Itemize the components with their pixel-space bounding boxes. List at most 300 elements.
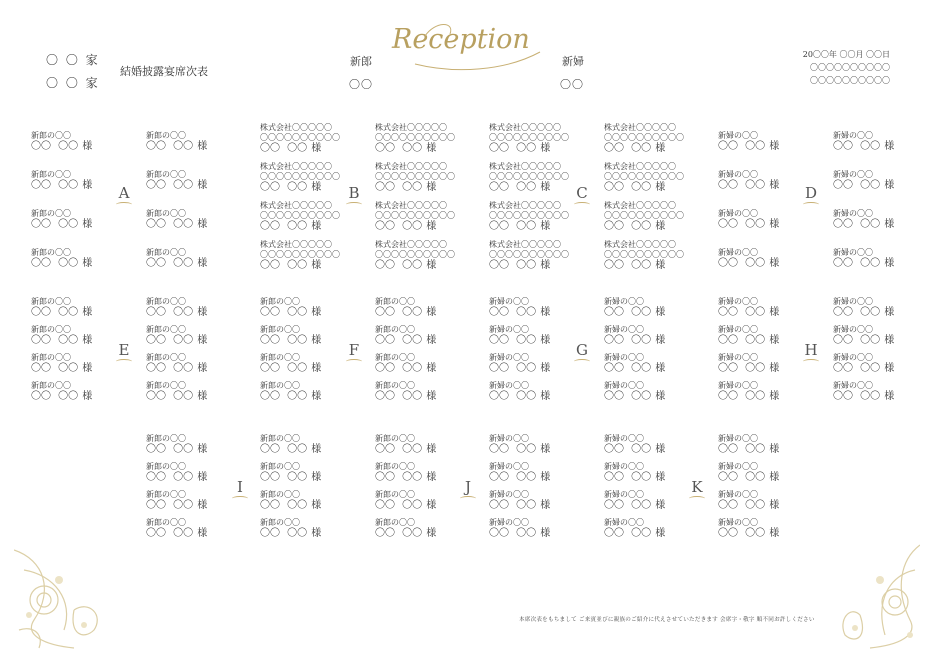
guest-honorific: 様 <box>540 391 551 402</box>
guest-honorific: 様 <box>311 363 322 374</box>
guest-title: 新郎の〇〇 <box>260 325 300 334</box>
guest-name-row <box>604 307 694 319</box>
guest-title: 新郎の〇〇 <box>375 353 415 362</box>
guest-title: 新郎の〇〇 <box>375 518 415 527</box>
guest-title: 新婦の〇〇 <box>718 518 758 527</box>
guest-title: 新郎の〇〇 <box>260 490 300 499</box>
guest-entry <box>146 297 236 319</box>
guest-honorific: 様 <box>197 472 208 483</box>
guest-name-row <box>260 528 350 540</box>
guest-entry <box>718 381 808 403</box>
guest-name: 〇〇 〇〇 <box>604 335 652 346</box>
guest-title: 新郎の〇〇 <box>146 131 186 140</box>
guest-title: 〇〇〇〇〇〇〇〇〇〇 <box>260 172 340 181</box>
guest-title: 新郎の〇〇 <box>146 490 186 499</box>
table-letter: H <box>804 341 818 359</box>
guest-name: 〇〇 〇〇 <box>489 260 537 271</box>
guest-name: 〇〇 〇〇 <box>833 180 881 191</box>
guest-name: 〇〇 〇〇 <box>260 528 308 539</box>
guest-entry <box>146 248 236 270</box>
guest-name: 〇〇 〇〇 <box>489 182 537 193</box>
guest-honorific: 様 <box>311 500 322 511</box>
guest-honorific: 様 <box>426 472 437 483</box>
guest-title: 株式会社〇〇〇〇〇 <box>604 123 676 132</box>
guest-honorific: 様 <box>769 500 780 511</box>
guest-honorific: 様 <box>82 141 93 152</box>
guest-title: 〇〇〇〇〇〇〇〇〇〇 <box>375 172 455 181</box>
guest-entry <box>489 353 579 375</box>
guest-entry <box>31 381 121 403</box>
guest-name-row <box>375 143 465 155</box>
guest-entry <box>31 209 121 231</box>
guest-entry <box>489 490 579 512</box>
swirl-ornament-icon <box>574 359 590 364</box>
guest-name-row <box>718 472 808 484</box>
guest-name: 〇〇 〇〇 <box>260 260 308 271</box>
guest-honorific: 様 <box>769 258 780 269</box>
guest-name: 〇〇 〇〇 <box>31 307 79 318</box>
lace-corner-left-icon <box>14 540 124 650</box>
guest-entry <box>604 162 694 194</box>
guest-entry <box>833 248 923 270</box>
guest-name-row <box>604 335 694 347</box>
guest-honorific: 様 <box>655 363 666 374</box>
guest-name-row <box>604 221 694 233</box>
groom-name: 〇〇 <box>349 78 373 91</box>
guest-name-row <box>375 391 465 403</box>
guest-honorific: 様 <box>426 444 437 455</box>
guest-honorific: 様 <box>540 260 551 271</box>
guest-name: 〇〇 〇〇 <box>375 335 423 346</box>
guest-name-row <box>260 260 350 272</box>
table-label <box>344 341 364 364</box>
guest-entry <box>604 240 694 272</box>
guest-name-row <box>718 528 808 540</box>
guest-title: 新郎の〇〇 <box>31 248 71 257</box>
guest-honorific: 様 <box>884 258 895 269</box>
guest-title: 新婦の〇〇 <box>718 490 758 499</box>
guest-name: 〇〇 〇〇 <box>375 307 423 318</box>
table-letter: J <box>464 478 471 496</box>
table-letter: D <box>804 184 818 202</box>
guest-entry <box>260 162 350 194</box>
guest-name-row <box>489 472 579 484</box>
guest-name: 〇〇 〇〇 <box>31 363 79 374</box>
guest-name-row <box>718 307 808 319</box>
guest-honorific: 様 <box>197 307 208 318</box>
guest-name: 〇〇 〇〇 <box>718 141 766 152</box>
guest-entry <box>604 518 694 540</box>
guest-title: 新婦の〇〇 <box>833 170 873 179</box>
guest-title: 新婦の〇〇 <box>718 131 758 140</box>
family-name-groom: 〇 〇 家 <box>46 53 100 67</box>
guest-entry <box>260 325 350 347</box>
guest-title: 〇〇〇〇〇〇〇〇〇〇 <box>489 172 569 181</box>
guest-name-row <box>718 258 808 270</box>
guest-honorific: 様 <box>884 141 895 152</box>
guest-title: 新婦の〇〇 <box>718 381 758 390</box>
guest-name: 〇〇 〇〇 <box>375 260 423 271</box>
guest-name-row <box>31 307 121 319</box>
guest-title: 新婦の〇〇 <box>718 209 758 218</box>
guest-name-row <box>375 528 465 540</box>
groom-label: 新郎 <box>350 55 372 68</box>
guest-entry <box>146 434 236 456</box>
guest-name: 〇〇 〇〇 <box>489 221 537 232</box>
guest-entry <box>375 462 465 484</box>
table-label <box>572 184 592 207</box>
guest-title: 新婦の〇〇 <box>718 297 758 306</box>
guest-name: 〇〇 〇〇 <box>604 472 652 483</box>
guest-name-row <box>260 221 350 233</box>
guest-title: 新婦の〇〇 <box>489 297 529 306</box>
guest-name-row <box>833 180 923 192</box>
event-date: 20〇〇年 〇〇月 〇〇日 <box>802 50 890 59</box>
guest-name: 〇〇 〇〇 <box>833 141 881 152</box>
guest-entry <box>260 297 350 319</box>
guest-title: 新婦の〇〇 <box>833 209 873 218</box>
guest-honorific: 様 <box>311 528 322 539</box>
guest-entry <box>375 325 465 347</box>
guest-title: 株式会社〇〇〇〇〇 <box>489 240 561 249</box>
guest-name-row <box>146 335 236 347</box>
guest-name: 〇〇 〇〇 <box>31 219 79 230</box>
guest-name-row <box>718 500 808 512</box>
guest-name: 〇〇 〇〇 <box>604 307 652 318</box>
guest-title: 新郎の〇〇 <box>146 170 186 179</box>
guest-honorific: 様 <box>82 335 93 346</box>
guest-name: 〇〇 〇〇 <box>489 391 537 402</box>
swirl-ornament-icon <box>116 359 132 364</box>
guest-honorific: 様 <box>769 363 780 374</box>
swirl-ornament-icon <box>460 496 476 501</box>
family-name-bride: 〇 〇 家 <box>46 76 100 90</box>
guest-entry <box>489 462 579 484</box>
guest-name-row <box>718 141 808 153</box>
guest-name-row <box>604 391 694 403</box>
guest-name-row <box>833 219 923 231</box>
guest-honorific: 様 <box>655 182 666 193</box>
guest-name: 〇〇 〇〇 <box>718 500 766 511</box>
table-label <box>114 341 134 364</box>
guest-title: 新婦の〇〇 <box>604 353 644 362</box>
guest-honorific: 様 <box>769 307 780 318</box>
swirl-ornament-icon <box>574 202 590 207</box>
guest-name-row <box>489 182 579 194</box>
guest-name: 〇〇 〇〇 <box>718 258 766 269</box>
guest-name: 〇〇 〇〇 <box>375 221 423 232</box>
guest-name-row <box>604 444 694 456</box>
guest-honorific: 様 <box>311 182 322 193</box>
guest-name: 〇〇 〇〇 <box>31 180 79 191</box>
guest-name: 〇〇 〇〇 <box>604 391 652 402</box>
guest-title: 新婦の〇〇 <box>604 297 644 306</box>
guest-honorific: 様 <box>197 219 208 230</box>
guest-name: 〇〇 〇〇 <box>718 472 766 483</box>
table-label <box>801 341 821 364</box>
guest-entry <box>718 434 808 456</box>
guest-name-row <box>260 143 350 155</box>
guest-honorific: 様 <box>311 260 322 271</box>
guest-name-row <box>260 363 350 375</box>
guest-honorific: 様 <box>655 260 666 271</box>
guest-name-row <box>31 180 121 192</box>
guest-title: 株式会社〇〇〇〇〇 <box>489 123 561 132</box>
guest-title: 新婦の〇〇 <box>833 353 873 362</box>
guest-honorific: 様 <box>197 363 208 374</box>
table-letter: A <box>118 184 130 202</box>
guest-title: 新郎の〇〇 <box>146 462 186 471</box>
guest-name-row <box>604 500 694 512</box>
guest-honorific: 様 <box>82 307 93 318</box>
guest-name: 〇〇 〇〇 <box>146 141 194 152</box>
guest-entry <box>375 123 465 155</box>
guest-honorific: 様 <box>311 143 322 154</box>
guest-title: 株式会社〇〇〇〇〇 <box>375 240 447 249</box>
guest-name-row <box>833 307 923 319</box>
guest-name-row <box>489 260 579 272</box>
guest-entry <box>718 209 808 231</box>
table-letter: I <box>237 478 243 496</box>
guest-name: 〇〇 〇〇 <box>718 180 766 191</box>
guest-title: 株式会社〇〇〇〇〇 <box>604 201 676 210</box>
guest-name-row <box>375 260 465 272</box>
guest-name: 〇〇 〇〇 <box>31 391 79 402</box>
guest-entry <box>260 353 350 375</box>
guest-entry <box>604 123 694 155</box>
table-letter: G <box>576 341 588 359</box>
guest-honorific: 様 <box>540 307 551 318</box>
guest-title: 〇〇〇〇〇〇〇〇〇〇 <box>375 211 455 220</box>
guest-name-row <box>260 472 350 484</box>
guest-name: 〇〇 〇〇 <box>260 472 308 483</box>
guest-entry <box>604 462 694 484</box>
guest-honorific: 様 <box>197 141 208 152</box>
guest-name-row <box>489 391 579 403</box>
guest-name-row <box>833 258 923 270</box>
guest-entry <box>146 209 236 231</box>
guest-title: 新郎の〇〇 <box>375 381 415 390</box>
guest-name-row <box>31 258 121 270</box>
guest-entry <box>489 518 579 540</box>
guest-title: 新婦の〇〇 <box>604 462 644 471</box>
guest-title: 新郎の〇〇 <box>31 131 71 140</box>
venue-line-1: 〇〇〇〇〇〇〇〇〇〇 <box>810 63 890 72</box>
guest-title: 新郎の〇〇 <box>375 434 415 443</box>
guest-title: 新郎の〇〇 <box>260 297 300 306</box>
guest-honorific: 様 <box>540 363 551 374</box>
guest-title: 新婦の〇〇 <box>604 381 644 390</box>
guest-title: 新郎の〇〇 <box>260 381 300 390</box>
guest-title: 新郎の〇〇 <box>260 462 300 471</box>
guest-title: 新郎の〇〇 <box>375 297 415 306</box>
guest-honorific: 様 <box>655 335 666 346</box>
guest-name-row <box>146 180 236 192</box>
guest-entry <box>260 123 350 155</box>
guest-title: 株式会社〇〇〇〇〇 <box>489 201 561 210</box>
table-label <box>458 478 478 501</box>
guest-honorific: 様 <box>769 391 780 402</box>
guest-name-row <box>146 444 236 456</box>
table-label <box>230 478 250 501</box>
guest-title: 新婦の〇〇 <box>833 381 873 390</box>
guest-honorific: 様 <box>426 391 437 402</box>
guest-honorific: 様 <box>197 180 208 191</box>
table-letter: E <box>118 341 130 359</box>
guest-name: 〇〇 〇〇 <box>146 391 194 402</box>
guest-honorific: 様 <box>426 500 437 511</box>
guest-name: 〇〇 〇〇 <box>489 528 537 539</box>
guest-title: 新婦の〇〇 <box>489 353 529 362</box>
lace-corner-right-icon <box>830 540 920 650</box>
guest-entry <box>604 201 694 233</box>
guest-name-row <box>260 391 350 403</box>
guest-name-row <box>833 363 923 375</box>
guest-entry <box>833 325 923 347</box>
guest-name-row <box>146 141 236 153</box>
guest-name: 〇〇 〇〇 <box>604 528 652 539</box>
guest-name-row <box>375 221 465 233</box>
guest-honorific: 様 <box>884 391 895 402</box>
guest-name: 〇〇 〇〇 <box>260 335 308 346</box>
guest-entry <box>489 434 579 456</box>
guest-entry <box>718 490 808 512</box>
guest-honorific: 様 <box>540 221 551 232</box>
guest-entry <box>146 381 236 403</box>
guest-name: 〇〇 〇〇 <box>375 391 423 402</box>
guest-honorific: 様 <box>540 500 551 511</box>
guest-entry <box>146 170 236 192</box>
guest-name-row <box>489 221 579 233</box>
guest-entry <box>833 381 923 403</box>
guest-honorific: 様 <box>311 335 322 346</box>
guest-honorific: 様 <box>82 180 93 191</box>
guest-name: 〇〇 〇〇 <box>718 307 766 318</box>
guest-name-row <box>31 391 121 403</box>
guest-honorific: 様 <box>540 143 551 154</box>
guest-honorific: 様 <box>655 221 666 232</box>
guest-entry <box>489 123 579 155</box>
guest-entry <box>718 170 808 192</box>
guest-name: 〇〇 〇〇 <box>489 307 537 318</box>
guest-name: 〇〇 〇〇 <box>604 444 652 455</box>
guest-entry <box>718 297 808 319</box>
guest-entry <box>718 131 808 153</box>
guest-name: 〇〇 〇〇 <box>146 258 194 269</box>
guest-entry <box>604 325 694 347</box>
guest-name: 〇〇 〇〇 <box>833 258 881 269</box>
guest-honorific: 様 <box>540 335 551 346</box>
guest-honorific: 様 <box>82 219 93 230</box>
swirl-ornament-icon <box>232 496 248 501</box>
guest-name: 〇〇 〇〇 <box>146 363 194 374</box>
guest-title: 新郎の〇〇 <box>375 462 415 471</box>
guest-honorific: 様 <box>884 363 895 374</box>
guest-name: 〇〇 〇〇 <box>31 141 79 152</box>
guest-name-row <box>31 141 121 153</box>
guest-entry <box>604 353 694 375</box>
guest-name: 〇〇 〇〇 <box>833 391 881 402</box>
guest-entry <box>604 490 694 512</box>
guest-title: 株式会社〇〇〇〇〇 <box>375 162 447 171</box>
guest-entry <box>718 518 808 540</box>
table-letter: F <box>348 341 360 359</box>
guest-title: 〇〇〇〇〇〇〇〇〇〇 <box>260 250 340 259</box>
guest-title: 株式会社〇〇〇〇〇 <box>489 162 561 171</box>
guest-name-row <box>604 182 694 194</box>
guest-name-row <box>146 219 236 231</box>
guest-entry <box>31 248 121 270</box>
guest-name: 〇〇 〇〇 <box>260 363 308 374</box>
guest-entry <box>31 325 121 347</box>
guest-name: 〇〇 〇〇 <box>718 528 766 539</box>
guest-entry <box>260 201 350 233</box>
guest-entry <box>31 170 121 192</box>
guest-honorific: 様 <box>655 143 666 154</box>
guest-title: 〇〇〇〇〇〇〇〇〇〇 <box>489 133 569 142</box>
guest-name-row <box>718 363 808 375</box>
guest-name-row <box>31 363 121 375</box>
guest-title: 新婦の〇〇 <box>833 248 873 257</box>
guest-name: 〇〇 〇〇 <box>260 221 308 232</box>
guest-name-row <box>489 335 579 347</box>
venue-line-2: 〇〇〇〇〇〇〇〇〇〇 <box>810 76 890 85</box>
guest-name: 〇〇 〇〇 <box>718 335 766 346</box>
guest-name-row <box>718 391 808 403</box>
guest-title: 新郎の〇〇 <box>31 297 71 306</box>
guest-name: 〇〇 〇〇 <box>718 391 766 402</box>
guest-honorific: 様 <box>884 335 895 346</box>
guest-honorific: 様 <box>311 391 322 402</box>
guest-title: 〇〇〇〇〇〇〇〇〇〇 <box>260 133 340 142</box>
guest-name: 〇〇 〇〇 <box>260 500 308 511</box>
guest-entry <box>31 297 121 319</box>
swirl-ornament-icon <box>116 202 132 207</box>
guest-title: 〇〇〇〇〇〇〇〇〇〇 <box>489 250 569 259</box>
table-label <box>801 184 821 207</box>
guest-name-row <box>375 444 465 456</box>
guest-honorific: 様 <box>426 335 437 346</box>
guest-title: 〇〇〇〇〇〇〇〇〇〇 <box>489 211 569 220</box>
guest-entry <box>604 381 694 403</box>
guest-entry <box>375 297 465 319</box>
guest-entry <box>260 462 350 484</box>
guest-honorific: 様 <box>426 307 437 318</box>
guest-honorific: 様 <box>655 391 666 402</box>
guest-title: 新婦の〇〇 <box>718 462 758 471</box>
table-label <box>572 341 592 364</box>
guest-name: 〇〇 〇〇 <box>833 363 881 374</box>
guest-name-row <box>260 182 350 194</box>
guest-name-row <box>146 391 236 403</box>
guest-title: 新婦の〇〇 <box>604 490 644 499</box>
guest-title: 新郎の〇〇 <box>31 353 71 362</box>
guest-honorific: 様 <box>769 141 780 152</box>
guest-honorific: 様 <box>884 307 895 318</box>
guest-entry <box>375 490 465 512</box>
guest-title: 新郎の〇〇 <box>375 325 415 334</box>
guest-entry <box>260 240 350 272</box>
guest-honorific: 様 <box>311 307 322 318</box>
guest-honorific: 様 <box>311 472 322 483</box>
guest-honorific: 様 <box>197 500 208 511</box>
swirl-ornament-icon <box>346 359 362 364</box>
guest-name-row <box>375 472 465 484</box>
guest-title: 新婦の〇〇 <box>489 381 529 390</box>
guest-entry <box>260 518 350 540</box>
guest-name-row <box>146 307 236 319</box>
guest-title: 〇〇〇〇〇〇〇〇〇〇 <box>604 133 684 142</box>
